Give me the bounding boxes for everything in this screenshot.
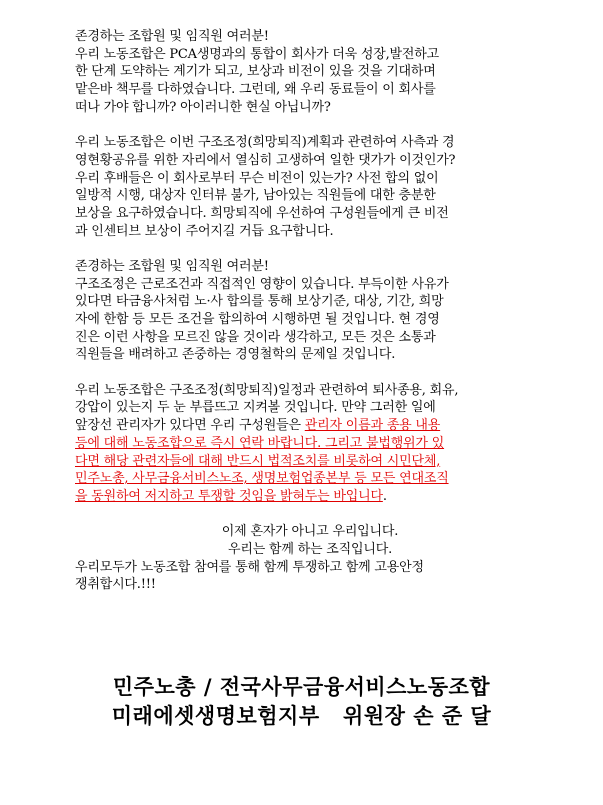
closing-line: 우리는 함께 하는 조직입니다. bbox=[227, 541, 393, 557]
text-line: 한 단계 도약하는 계기가 되고, 보상과 비전이 있을 것을 기대하며 bbox=[75, 64, 436, 80]
text-line: 자에 한함 등 모든 조건을 합의하여 시행하면 될 것입니다. 현 경영 bbox=[75, 312, 440, 327]
signature-organization: 민주노총 / 전국사무금융서비스노동조합 bbox=[112, 674, 491, 699]
text-line: 우리 노동조합은 PCA생명과의 통합이 회사가 더욱 성장,발전하고 bbox=[75, 46, 439, 62]
text-line: 떠나 가야 합니까? 아이러니한 현실 아닙니까? bbox=[75, 99, 331, 115]
text-line: 강압이 있는지 두 눈 부릅뜨고 지켜볼 것입니다. 만약 그러한 일에 bbox=[75, 400, 436, 416]
text-line bbox=[75, 417, 545, 435]
highlighted-text: 관리자 이름과 종용 내용 bbox=[304, 418, 441, 434]
paragraph-2 bbox=[75, 134, 545, 240]
greeting-line: 존경하는 조합원 및 임직원 여러분! bbox=[75, 29, 269, 44]
highlighted-text: 다면 해당 관련자들에 대해 반드시 법적조치를 비롯하여 시민단체, bbox=[75, 453, 441, 469]
text-line: 보상을 요구하였습니다. 희망퇴직에 우선하여 구성원들에게 큰 비전 bbox=[75, 205, 449, 221]
text-segment: . bbox=[382, 488, 387, 504]
highlighted-text: 을 동원하여 저지하고 투쟁할 것임을 밝혀두는 바입니다 bbox=[75, 488, 383, 504]
text-line: 영현황공유를 위한 자리에서 열심히 고생하여 일한 댓가가 이것인가? bbox=[75, 152, 456, 168]
text-line: 일방적 시행, 대상자 인터뷰 불가, 남아있는 직원들에 대한 충분한 bbox=[75, 188, 436, 204]
text-line: 맡은바 책무를 다하였습니다. 그런데, 왜 우리 동료들이 이 회사를 bbox=[75, 82, 436, 98]
text-segment: 앞장선 관리자가 있다면 우리 구성원들은 bbox=[75, 418, 305, 434]
text-line: 우리 노동조합은 이번 구조조정(희망퇴직)계획과 관련하여 사측과 경 bbox=[75, 135, 455, 151]
text-line: 진은 이런 사항을 모르진 않을 것이라 생각하고, 모든 것은 소통과 bbox=[75, 329, 436, 345]
text-line bbox=[75, 453, 545, 471]
text-line: 직원들을 배려하고 존중하는 경영철학의 문제일 것입니다. bbox=[75, 347, 396, 363]
highlighted-text: 등에 대해 노동조합으로 즉시 연락 바랍니다. 그리고 불법행위가 있 bbox=[75, 435, 445, 451]
text-line: 있다면 타금융사처럼 노·사 합의를 통해 보상기준, 대상, 기간, 희망 bbox=[75, 294, 444, 310]
text-line: 과 인센티브 보상이 주어지길 거듭 요구합니다. bbox=[75, 223, 334, 239]
closing-block bbox=[75, 523, 545, 594]
text-line bbox=[75, 470, 545, 488]
paragraph-gap bbox=[75, 506, 545, 524]
paragraph-4 bbox=[75, 382, 545, 506]
paragraph-3 bbox=[75, 258, 545, 364]
paragraph-1 bbox=[75, 28, 545, 116]
paragraph-gap bbox=[75, 240, 545, 258]
highlighted-text: 민주노총, 사무금융서비스노조, 생명보험업종본부 등 모든 연대조직 bbox=[75, 471, 449, 487]
text-line bbox=[75, 488, 545, 506]
signature-branch-chairman: 미래에셋생명보험지부 위원장 손 준 달 bbox=[111, 703, 492, 728]
closing-line: 이제 혼자가 아니고 우리입니다. bbox=[221, 524, 399, 540]
letter-body bbox=[75, 28, 545, 594]
paragraph-gap bbox=[75, 364, 545, 382]
greeting-line: 존경하는 조합원 및 임직원 여러분! bbox=[75, 258, 269, 274]
text-line: 구조조정은 근로조건과 직접적인 영향이 있습니다. 부득이한 사유가 bbox=[75, 276, 449, 292]
closing-line: 쟁취합시다.!!! bbox=[75, 577, 156, 593]
text-line: 우리 노동조합은 구조조정(희망퇴직)일정과 관련하여 퇴사종용, 회유, bbox=[75, 382, 459, 398]
closing-line: 우리모두가 노동조합 참여를 통해 함께 투쟁하고 함께 고용안정 bbox=[75, 559, 424, 575]
text-line bbox=[75, 435, 545, 453]
text-line: 우리 후배들은 이 회사로부터 무슨 비전이 있는가? 사전 합의 없이 bbox=[75, 170, 439, 186]
paragraph-gap bbox=[75, 116, 545, 134]
